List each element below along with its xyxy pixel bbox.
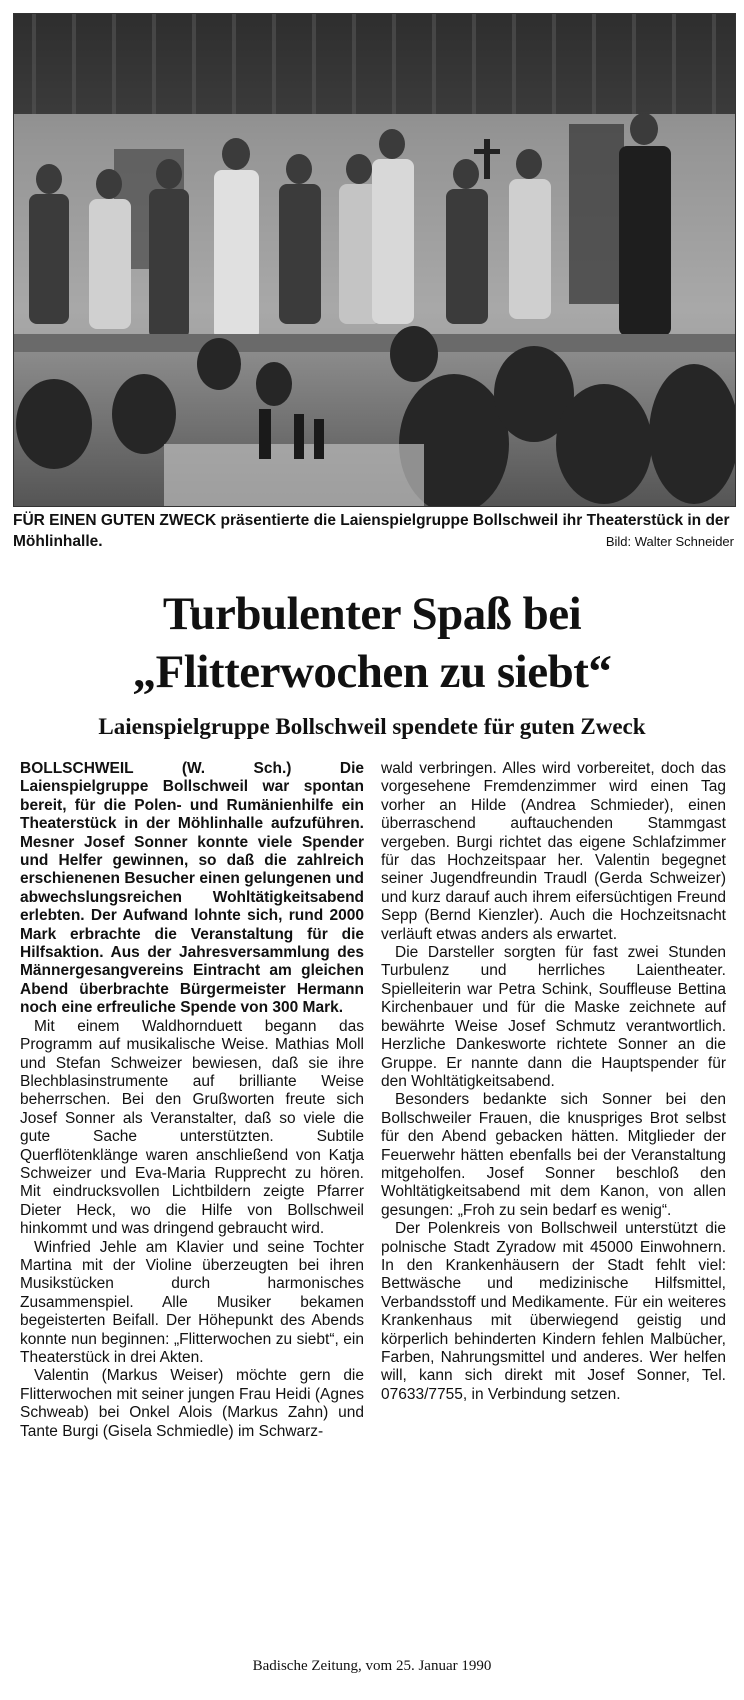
headline-line-2: „Flitterwochen zu siebt“ bbox=[132, 646, 612, 698]
article-paragraph: Valentin (Markus Weiser) möchte gern die Flitterwochen mit seiner jungen Frau Heidi (Agnes Schweab) bei Onkel Alois (Markus Zahn) und Tante Burgi (Gisela Schmiedle) im Schwarz- bbox=[20, 1367, 364, 1440]
article-paragraph: Mit einem Waldhornduett begann das Programm auf musikalische Weise. Mathias Moll und Stefan Schweizer bewiesen, daß sie ihre Blechblasinstrumente auf brilliante Weise beherrschen. Bei den Grußworten freute sich Josef Sonner als Veranstalter, daß so viele die gute Sache unterstützten. Subtile Querflötenklänge waren anschließend von Katja Schweizer und Eva-Maria Rupprecht zu hören. Mit eindrucksvollen Lichtbildern zeigte Pfarrer Dieter Heck, wo die Hilfe von Bollschweil hinkommt und was dringend gebraucht wird. bbox=[20, 1017, 364, 1238]
article-column-right bbox=[381, 760, 726, 1404]
caption-lead: FÜR EINEN GUTEN ZWECK bbox=[13, 512, 217, 529]
article-column-left bbox=[20, 760, 364, 1441]
article-paragraph: Die Darsteller sorgten für fast zwei Stunden Turbulenz und herrliches Laientheater. Spielleiterin war Petra Schink, Souffleuse Bettina Kirchenbauer und für die Maske zeichnete auf bewährte Weise Josef Schmutz verantwortlich. Herzliche Dankesworte richtete Sonner an die Gruppe. Er nannte dann die Hauptspender für den Wohltätigkeitsabend. bbox=[381, 944, 726, 1090]
article-paragraph: Winfried Jehle am Klavier und seine Tochter Martina mit der Violine überzeugten bei ihren Musikstücken durch harmonisches Zusammenspiel. Alle Musiker bekamen begeisterten Beifall. Der Höhepunkt des Abends konnte nun beginnen: „Flitterwochen zu siebt“, ein Theaterstück in drei Akten. bbox=[20, 1238, 364, 1366]
article-paragraph bbox=[20, 760, 364, 1018]
headline-line-1: Turbulenter Spaß bei bbox=[162, 588, 582, 640]
article-photo bbox=[13, 13, 736, 507]
photo-credit: Bild: Walter Schneider bbox=[605, 534, 734, 549]
caption-text: präsentierte die Laienspielgruppe Bollschweil ihr Theaterstück in der Möhlinhalle. bbox=[13, 512, 730, 550]
source-line: Badische Zeitung, vom 25. Januar 1990 bbox=[252, 1658, 492, 1674]
article-paragraph: Der Polenkreis von Bollschweil unterstützt die polnische Stadt Zyradow mit 45000 Einwohnern. In den Krankenhäusern der Stadt fehlt viel: Bettwäsche und medizinische Hilfsmittel, Verbandsstoff und Medikamente. Für ein weiteres Krankenhaus mit überwiegend geistig und körperlich behinderten Kindern fehlen Malbücher, Farben, Nahrungsmittel und anderes. Wer helfen will, kann sich direkt mit Josef Sonner, Tel. 07633/7755, in Verbindung setzen. bbox=[381, 1220, 726, 1403]
article-paragraph: wald verbringen. Alles wird vorbereitet, doch das vorgesehene Fremdenzimmer wird einen Tag vorher an Hilde (Andrea Schmieder), einen überraschend auftauchenden Stammgast vergeben. Burgi richtet das eigene Schlafzimmer für das Hochzeitspaar her. Valentin begegnet seiner Jugendfreundin Traudl (Gerda Schweizer) und kurz darauf auch ihrem eifersüchtigen Freund Sepp (Bernd Kienzler). Auch die Hochzeitsnacht verläuft etwas anders als erwartet. bbox=[381, 760, 726, 943]
paragraph-text: Die Laienspielgruppe Bollschweil war spontan bereit, für die Polen- und Rumänienhilfe ein Theaterstück in der Möhlinhalle aufzuführen. Mesner Josef Sonner konnte viele Spender und Helfer gewinnen, so daß die zahlreich erschienenen Besucher einen gelungenen und abwechslungsreichen Wohltätigkeitsabend erlebten. Der Aufwand lohnte sich, rund 2000 Mark erbrachte die Veranstaltung für die Hilfsaktion. Aus der Jahresversammlung des Männergesangvereins Eintracht am gleichen Abend überbrachte Bürgermeister Hermann noch eine erfreuliche Spende von 300 Mark. bbox=[20, 760, 364, 1017]
dateline: BOLLSCHWEIL (W. Sch.) bbox=[20, 760, 292, 777]
subheadline: Laienspielgruppe Bollschweil spendete für guten Zweck bbox=[98, 714, 646, 739]
headline bbox=[0, 585, 744, 701]
photo-caption bbox=[13, 510, 734, 552]
theater-stage-photo bbox=[14, 14, 735, 506]
article-paragraph: Besonders bedankte sich Sonner bei den Bollschweiler Frauen, die knuspriges Brot selbst für den Abend gebacken hätten. Mitglieder der Feuerwehr hätten ebenfalls bei der Veranstaltung mitgeholfen. Josef Sonner beschloß den Wohltätigkeitsabend mit dem Kanon, von allen gesungen: „Froh zu sein bedarf es wenig“. bbox=[381, 1091, 726, 1219]
